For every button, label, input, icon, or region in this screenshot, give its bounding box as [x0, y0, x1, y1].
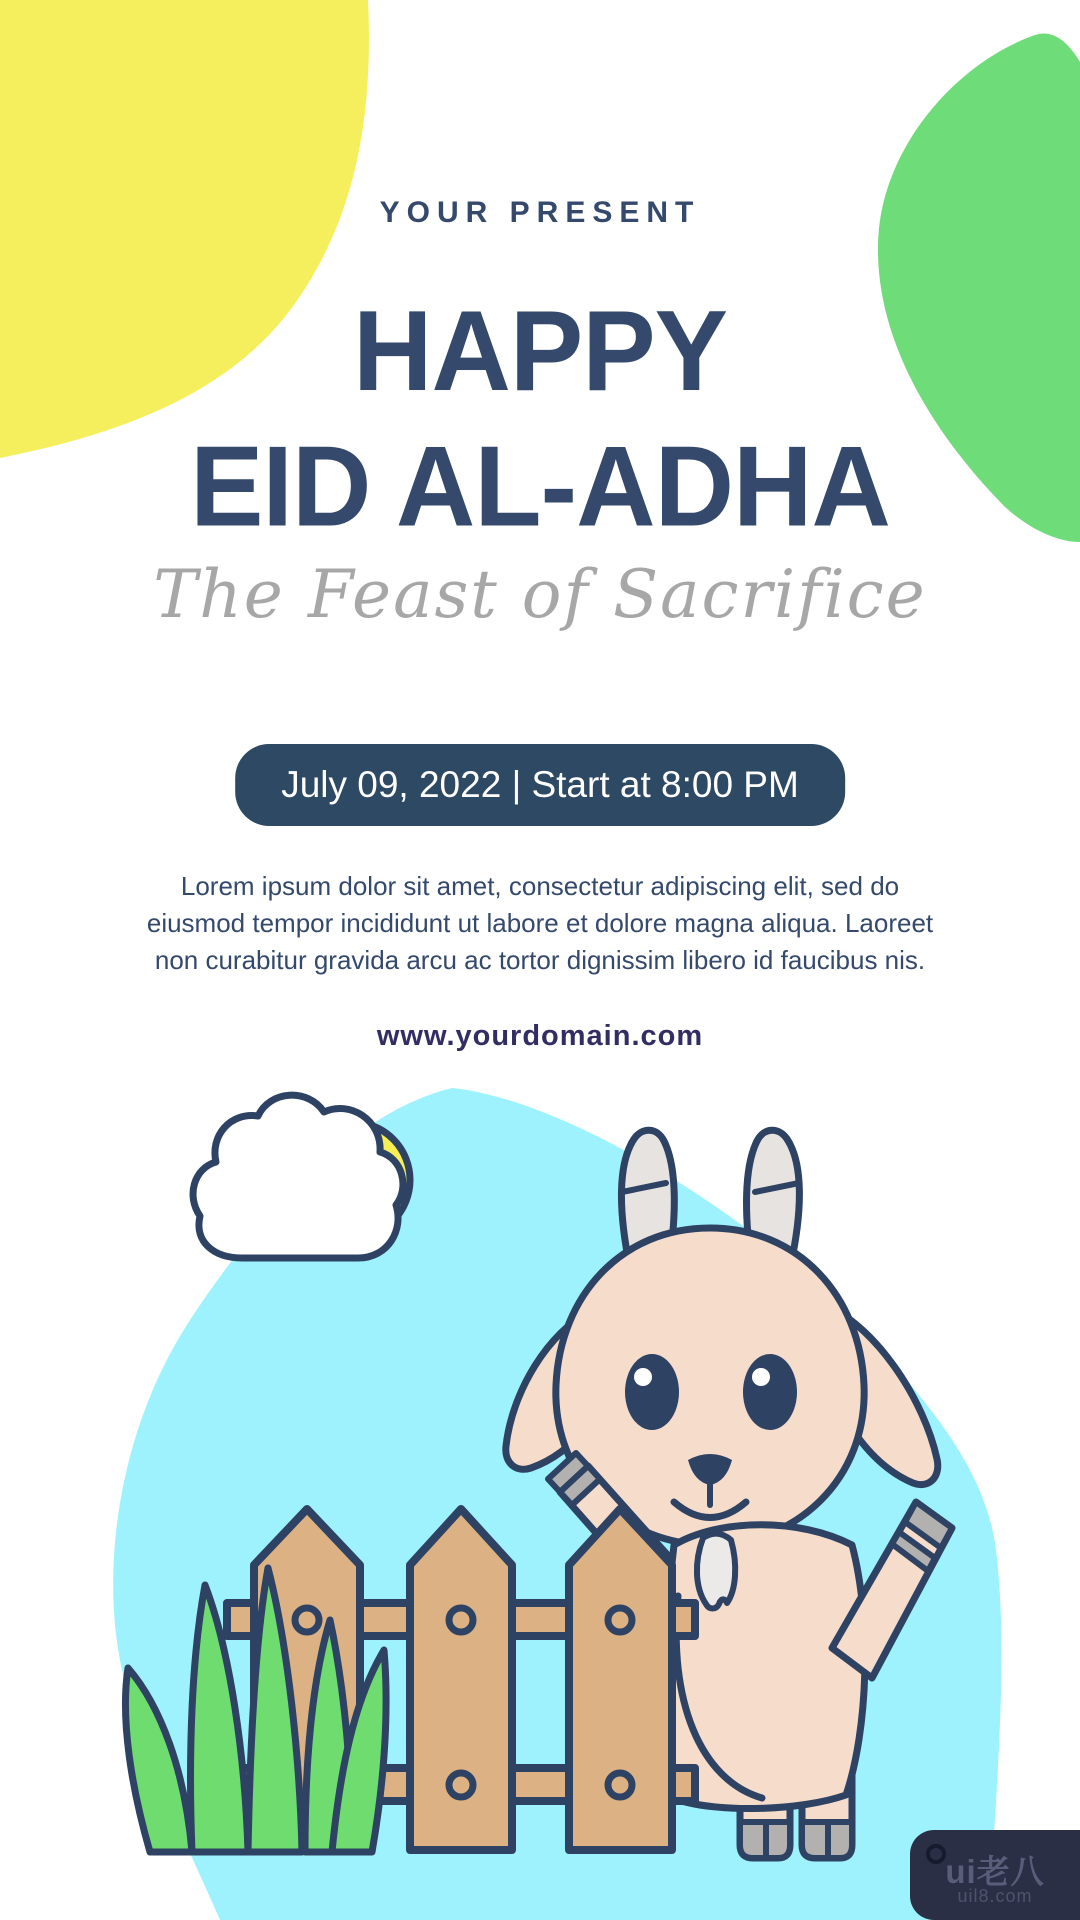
- background-blob-yellow: [0, 0, 369, 458]
- eyebrow-text: YOUR PRESENT: [379, 196, 701, 229]
- description-text: Lorem ipsum dolor sit amet, consectetur adipiscing elit, sed do eiusmod tempor incididunt ut labore et dolore magna aliqua. Laoreet non curabitur gravida arcu ac tortor dignissim libero id faucibus nis.: [146, 871, 934, 975]
- event-date-pill: July 09, 2022 | Start at 8:00 PM: [235, 744, 845, 826]
- background-blob-green: [878, 34, 1080, 542]
- poster-subtitle: The Feast of Sacrifice: [153, 556, 927, 633]
- website-url: www.yourdomain.com: [376, 1020, 704, 1052]
- watermark-badge[interactable]: [910, 1830, 1080, 1920]
- watermark-domain: uil8.com: [957, 1886, 1033, 1906]
- title-line-1: HAPPY: [353, 287, 727, 416]
- goat-beard: [697, 1534, 735, 1609]
- cloud-icon: [193, 1095, 403, 1258]
- watermark-brand: ui老八: [945, 1853, 1045, 1890]
- title-line-2: EID AL-ADHA: [190, 422, 890, 551]
